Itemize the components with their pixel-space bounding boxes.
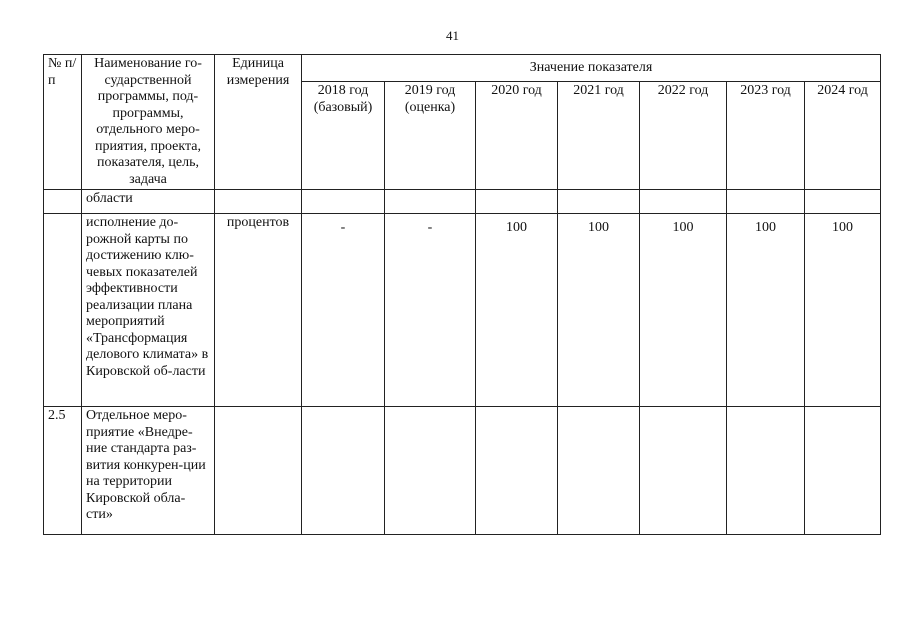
row-value-2024: 100	[805, 214, 881, 407]
header-year-2022: 2022 год	[640, 82, 727, 190]
row-value-2019	[385, 407, 476, 535]
header-unit: Единица измерения	[215, 55, 302, 190]
row-value-2021	[558, 407, 640, 535]
header-num: № п/п	[44, 55, 82, 190]
page-number: 41	[446, 28, 459, 43]
row-unit: процентов	[215, 214, 302, 407]
row-value-2020: 100	[476, 214, 558, 407]
row-name: Отдельное меро-приятие «Внедре-ние стандарта раз-вития конкурен-ции на территории Кировской обла-сти»	[82, 407, 215, 535]
row-name: области	[82, 190, 215, 214]
row-unit	[215, 190, 302, 214]
table-row	[44, 190, 881, 214]
indicator-table	[43, 54, 881, 535]
row-value-2021: 100	[558, 214, 640, 407]
table-row	[44, 407, 881, 535]
header-row-top	[44, 55, 881, 82]
row-value-2020	[476, 407, 558, 535]
row-num	[44, 190, 82, 214]
row-value-2019	[385, 190, 476, 214]
row-value-2020	[476, 190, 558, 214]
header-year-2023: 2023 год	[727, 82, 805, 190]
row-value-2019: -	[385, 214, 476, 407]
row-value-2023: 100	[727, 214, 805, 407]
row-num: 2.5	[44, 407, 82, 535]
row-unit	[215, 407, 302, 535]
header-year-2018: 2018 год (базовый)	[302, 82, 385, 190]
row-value-2024	[805, 190, 881, 214]
row-value-2023	[727, 190, 805, 214]
row-value-2018	[302, 407, 385, 535]
header-year-2019: 2019 год (оценка)	[385, 82, 476, 190]
row-num	[44, 214, 82, 407]
header-value-group: Значение показателя	[302, 55, 881, 82]
row-value-2022	[640, 407, 727, 535]
row-value-2018	[302, 190, 385, 214]
table-row	[44, 214, 881, 407]
row-value-2021	[558, 190, 640, 214]
header-year-2024: 2024 год	[805, 82, 881, 190]
row-value-2023	[727, 407, 805, 535]
row-name: исполнение до-рожной карты по достижению клю-чевых показателей эффективности реализации плана мероприятий «Трансформация делового климата» в Кировской об-ласти	[82, 214, 215, 407]
row-value-2022: 100	[640, 214, 727, 407]
row-value-2018: -	[302, 214, 385, 407]
row-value-2022	[640, 190, 727, 214]
header-name: Наименование го-сударственной программы, под-программы, отдельного меро-приятия, проекта, показателя, цель, задача	[82, 55, 215, 190]
header-year-2020: 2020 год	[476, 82, 558, 190]
row-value-2024	[805, 407, 881, 535]
header-year-2021: 2021 год	[558, 82, 640, 190]
